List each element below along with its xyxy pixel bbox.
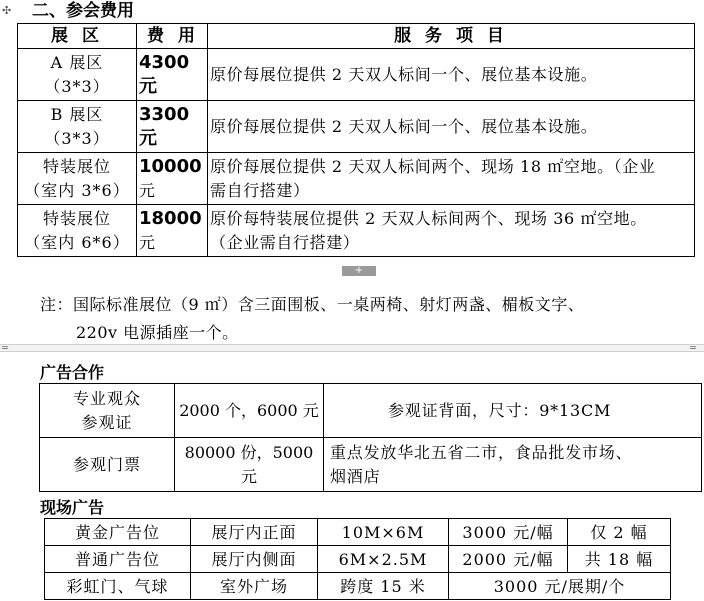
table-row	[45, 573, 671, 600]
zone-label: 特装展位	[42, 208, 111, 228]
ads-table	[39, 383, 702, 492]
service-text: 原价每展位提供 2 天双人标间两个、现场 18 ㎡空地。（企业	[210, 156, 656, 176]
table-row	[45, 546, 671, 573]
onsite-location: 展厅内正面	[191, 519, 318, 546]
onsite-name: 黄金广告位	[45, 519, 191, 546]
section-fees-title: 二、参会费用	[32, 1, 134, 21]
price-cell	[137, 153, 208, 205]
ad-item-cell	[40, 384, 175, 438]
price-cell: 3300 元	[137, 101, 208, 153]
zone-cell	[18, 49, 137, 101]
ad-detail-cell	[324, 438, 702, 492]
service-text-cont: 需自行搭建）	[210, 180, 310, 200]
table-row	[18, 153, 695, 205]
note-line-1: 注：国际标准展位（9 ㎡）含三面围板、一桌两椅、射灯两盏、楣板文字、	[40, 295, 585, 314]
header-service: 服 务 项 目	[208, 24, 695, 49]
ad-detail-cont: 烟酒店	[330, 466, 381, 486]
zone-label: A 展区	[50, 52, 104, 72]
zone-size: （室内 6*6）	[24, 232, 130, 252]
service-text-cont: （企业需自行搭建）	[210, 232, 360, 252]
section-ads-title: 广告合作	[40, 363, 105, 382]
table-row	[18, 101, 695, 153]
zone-cell	[18, 205, 137, 257]
price-cell: 4300 元	[137, 49, 208, 101]
table-row	[40, 438, 702, 492]
onsite-price: 3000 元/幅	[449, 519, 568, 546]
price-unit: 元	[139, 180, 156, 200]
fees-table	[17, 23, 695, 257]
price-amount: 18000	[139, 207, 202, 229]
onsite-size: 10M×6M	[318, 519, 449, 546]
onsite-price: 2000 元/幅	[449, 546, 568, 573]
table-row	[45, 519, 671, 546]
service-text: 原价每特装展位提供 2 天双人标间两个、现场 36 ㎡空地。	[210, 208, 647, 228]
hide-whitespace-right-icon[interactable]: ═	[690, 343, 697, 354]
table-row	[40, 384, 702, 438]
ad-item: 专业观众	[72, 388, 141, 408]
onsite-location: 室外广场	[191, 573, 318, 600]
zone-label: B 展区	[50, 104, 104, 124]
table-move-handle-icon[interactable]: ✣	[2, 4, 12, 17]
hide-whitespace-left-icon[interactable]: ═	[2, 343, 9, 354]
price-amount: 10000	[139, 155, 202, 177]
onsite-table	[44, 518, 671, 600]
table-header-row	[18, 24, 695, 49]
insert-row-button[interactable]: +	[342, 266, 376, 276]
ad-detail: 重点发放华北五省二市，食品批发市场、	[330, 442, 633, 462]
table-row	[18, 49, 695, 101]
zone-label: 特装展位	[42, 156, 111, 176]
onsite-price: 3000 元/展期/个	[449, 573, 671, 600]
service-cell: 原价每展位提供 2 天双人标间一个、展位基本设施。	[208, 101, 695, 153]
service-cell	[208, 153, 695, 205]
page-break-gap[interactable]	[0, 344, 704, 352]
zone-size: （3*3）	[44, 76, 110, 96]
service-cell	[208, 205, 695, 257]
table-row	[18, 205, 695, 257]
service-cell: 原价每展位提供 2 天双人标间一个、展位基本设施。	[208, 49, 695, 101]
header-price: 费 用	[137, 24, 208, 49]
zone-cell	[18, 101, 137, 153]
onsite-count: 共 18 幅	[568, 546, 671, 573]
note-line-2: 220v 电源插座一个。	[76, 323, 239, 342]
ad-quantity-price: 80000 份，5000 元	[175, 438, 324, 492]
ad-item-cont: 参观证	[81, 412, 133, 432]
ad-quantity-price: 2000 个，6000 元	[175, 384, 324, 438]
onsite-location: 展厅内侧面	[191, 546, 318, 573]
zone-size: （室内 3*6）	[24, 180, 130, 200]
price-cell	[137, 205, 208, 257]
ad-item-cell: 参观门票	[40, 438, 175, 492]
zone-cell	[18, 153, 137, 205]
section-onsite-title: 现场广告	[40, 498, 105, 517]
onsite-count: 仅 2 幅	[568, 519, 671, 546]
ad-detail: 参观证背面，尺寸：9*13CM	[324, 384, 702, 438]
onsite-name: 普通广告位	[45, 546, 191, 573]
onsite-size: 跨度 15 米	[318, 573, 449, 600]
onsite-size: 6M×2.5M	[318, 546, 449, 573]
price-unit: 元	[139, 232, 156, 252]
onsite-name: 彩虹门、气球	[45, 573, 191, 600]
header-zone: 展 区	[18, 24, 137, 49]
zone-size: （3*3）	[44, 128, 110, 148]
